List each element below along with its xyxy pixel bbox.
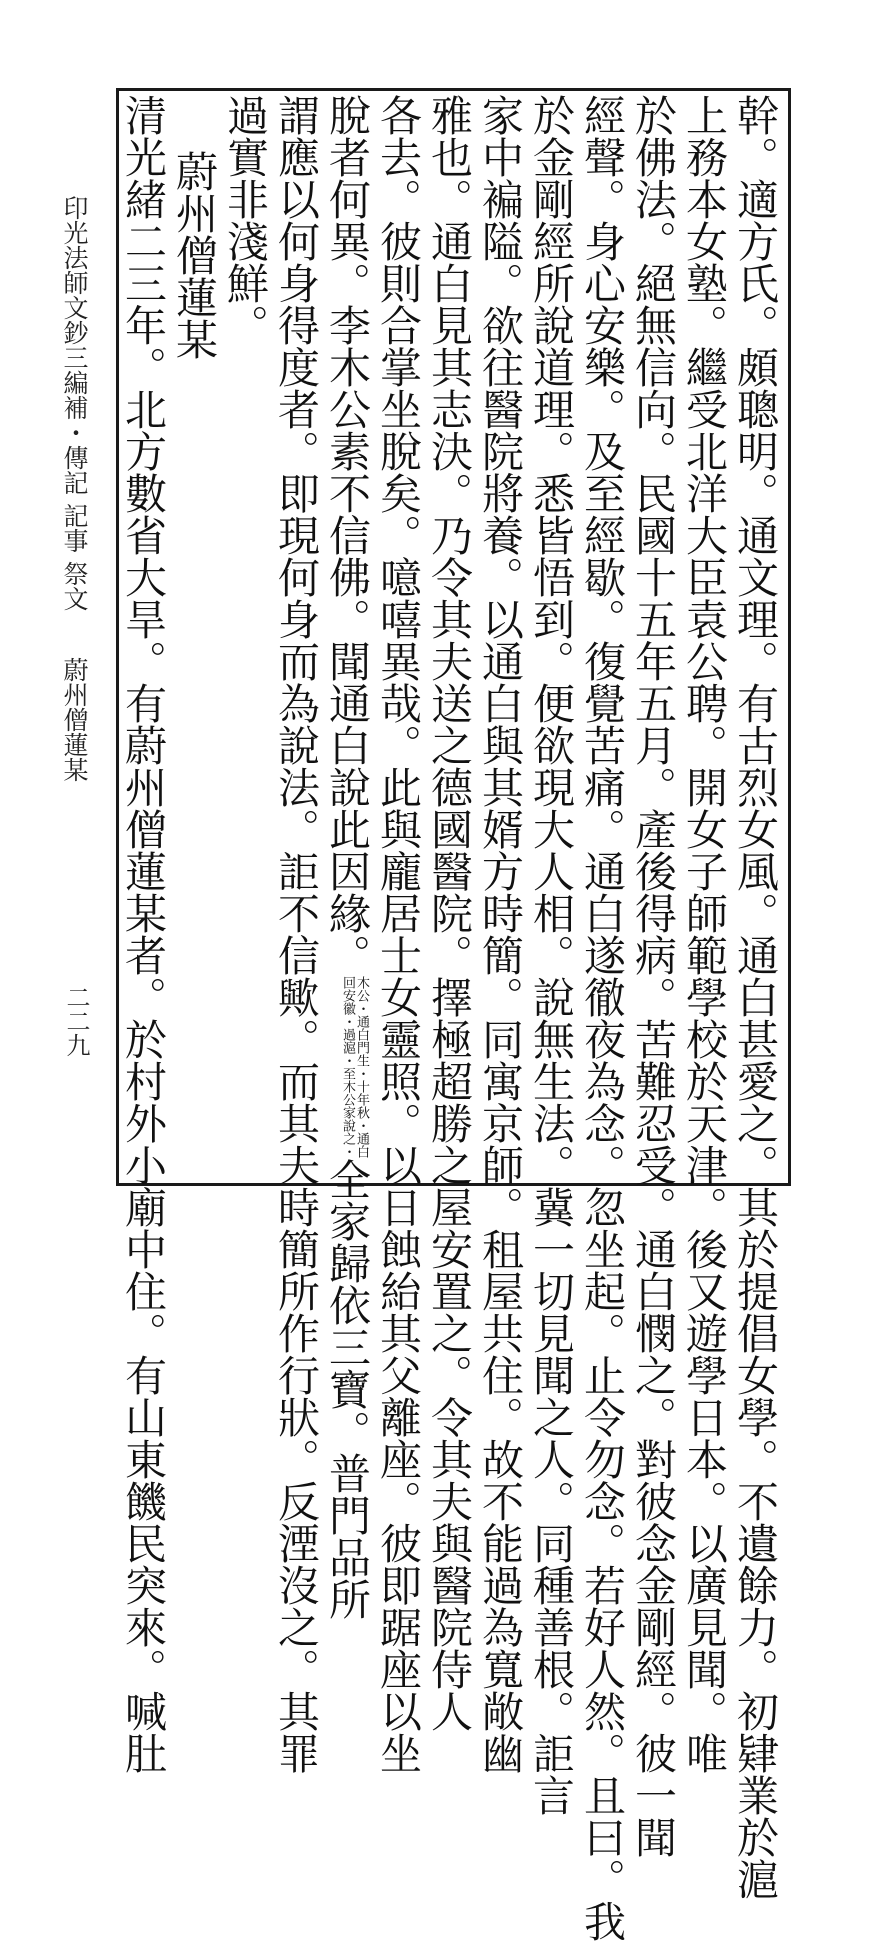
text-column-10: 謂應以何身得度者。即現何身而為說法。詎不信歟。而其夫時簡所作行狀。反湮沒之。其罪 (272, 94, 321, 1774)
text-column-5: 於金剛經所說道理。悉皆悟到。便欲現大人相。說無生法。冀一切見聞之人。同種善根。詎言 (527, 94, 576, 1816)
text-column-8: 各去。彼則合掌坐脫矣。噫嘻異哉。此與龐居士女靈照。以日蝕紿其父離座。彼即踞座以坐 (374, 94, 423, 1774)
text-column-3: 於佛法。絕無信向。民國十五年五月。產後得病。苦難忍受。通白憫之。對彼念金剛經。彼一聞 (629, 94, 678, 1858)
text-column-12: 清光緒二三年。北方數省大旱。有蔚州僧蓮某者。於村外小廟中住。有山東饑民突來。喊肚 (119, 94, 168, 1774)
column-9-text: 脫者何異。李木公素不信佛。聞通白說此因緣。 (323, 94, 372, 976)
text-column-11: 過實非淺鮮。 (221, 94, 270, 346)
text-column-7: 雅也。通白見其志決。乃令其夫送之德國醫院。擇極超勝之屋安置之。令其夫與醫院侍人 (425, 94, 474, 1732)
interlinear-note: 木公・通白門生・十年秋・通白 回安徽・過滬・至木公家說之・ (340, 976, 369, 1158)
column-9-continuation: 全家歸依三寶。普門品所 (323, 1158, 372, 1620)
running-header (62, 195, 87, 782)
book-title: 印光法師文鈔三編補・傳記 記事 祭文 (60, 195, 89, 611)
page-number: 二二九 (62, 985, 90, 1057)
text-column-1: 幹。適方氏。頗聰明。通文理。有古烈女風。通白甚愛之。其於提倡女學。不遺餘力。初肄業於滬 (731, 94, 780, 1900)
text-column-6: 家中褊隘。欲往醫院將養。以通白與其婿方時簡。同寓京師。租屋共住。故不能過為寬敞幽 (476, 94, 525, 1774)
text-column-2: 上務本女塾。繼受北洋大臣袁公聘。開女子師範學校於天津。後又遊學日本。以廣見聞。唯 (680, 94, 729, 1774)
text-column-9 (323, 94, 372, 1620)
section-title: 蔚州僧蓮某 (60, 656, 89, 782)
text-column-4: 經聲。身心安樂。及至經歇。復覺苦痛。通白遂徹夜為念。忽坐起。止令勿念。若好人然。且曰。我 (578, 94, 627, 1942)
section-heading: 蔚州僧蓮某 (170, 150, 219, 360)
